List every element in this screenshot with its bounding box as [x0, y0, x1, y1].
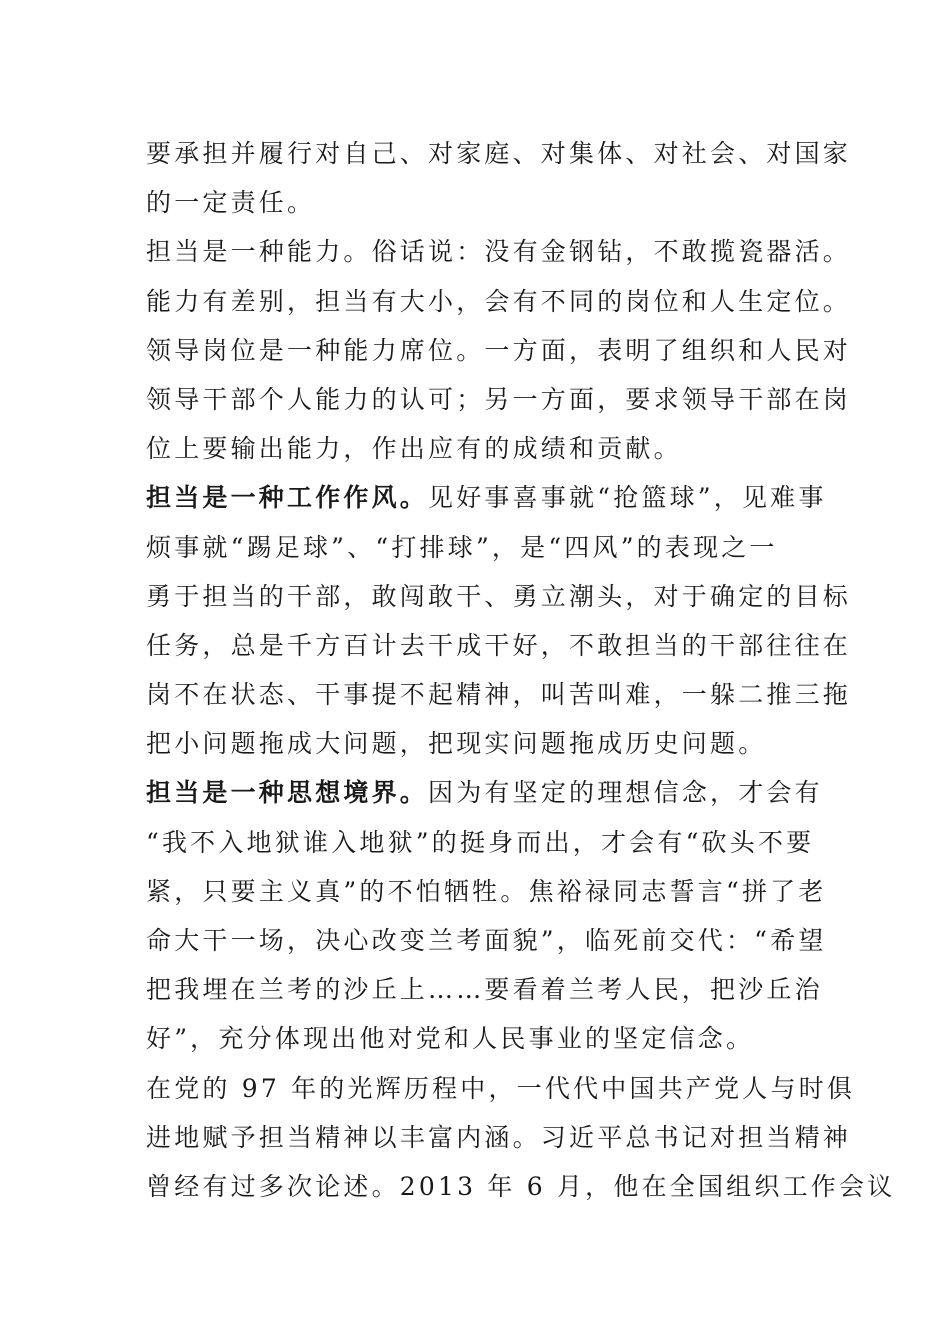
text-line: 领导干部个人能力的认可；另一方面，要求领导干部在岗 [146, 384, 852, 414]
text-line-content: 因为有坚定的理想信念，才会有 [428, 778, 823, 808]
text-line: 能力有差别，担当有大小，会有不同的岗位和人生定位。 [146, 286, 852, 316]
text-line: 岗不在状态、干事提不起精神，叫苦叫难，一躲二推三拖 [146, 680, 852, 710]
text-line: 进地赋予担当精神以丰富内涵。习近平总书记对担当精神 [146, 1122, 852, 1152]
text-line: 紧，只要主义真”的不怕牺牲。焦裕禄同志誓言“拼了老 [146, 876, 827, 906]
paragraph-thought-realm-first-line [146, 768, 823, 817]
heading-thought-realm: 担当是一种思想境界。 [146, 778, 429, 808]
paragraph-work-style-first-line [146, 473, 827, 522]
text-line: 在党的 97 年的光辉历程中，一代代中国共产党人与时俱 [146, 1073, 856, 1103]
text-line: 命大干一场，决心改变兰考面貌”，临死前交代：“希望 [146, 926, 827, 955]
text-line: 把我埋在兰考的沙丘上……要看着兰考人民，把沙丘治 [146, 975, 823, 1005]
text-line: 好”，充分体现出他对党和人民事业的坚定信念。 [146, 1024, 755, 1054]
body-text [146, 129, 896, 1211]
text-line: 领导岗位是一种能力席位。一方面，表明了组织和人民对 [146, 335, 852, 365]
text-line: 勇于担当的干部，敢闯敢干、勇立潮头，对于确定的目标 [146, 581, 852, 611]
text-line: 要承担并履行对自己、对家庭、对集体、对社会、对国家 [146, 139, 852, 168]
text-line: 位上要输出能力，作出应有的成绩和贡献。 [146, 434, 682, 464]
text-line: 曾经有过多次论述。2013 年 6 月，他在全国组织工作会议 [146, 1171, 896, 1201]
text-line: 任务，总是千方百计去干成干好，不敢担当的干部往往在 [146, 630, 852, 660]
text-line: 把小问题拖成大问题，把现实问题拖成历史问题。 [146, 729, 767, 759]
text-line: 担当是一种能力。俗话说：没有金钢钻，不敢揽瓷器活。 [146, 237, 852, 267]
heading-work-style: 担当是一种工作作风。 [146, 483, 429, 513]
text-line: 的一定责任。 [146, 188, 316, 218]
text-line: 烦事就“踢足球”、“打排球”，是“四风”的表现之一 [146, 532, 778, 562]
text-line: “我不入地狱谁入地狱”的挺身而出，才会有“砍头不要 [146, 827, 815, 857]
text-line-content: 见好事喜事就“抢篮球”，见难事 [428, 483, 827, 513]
